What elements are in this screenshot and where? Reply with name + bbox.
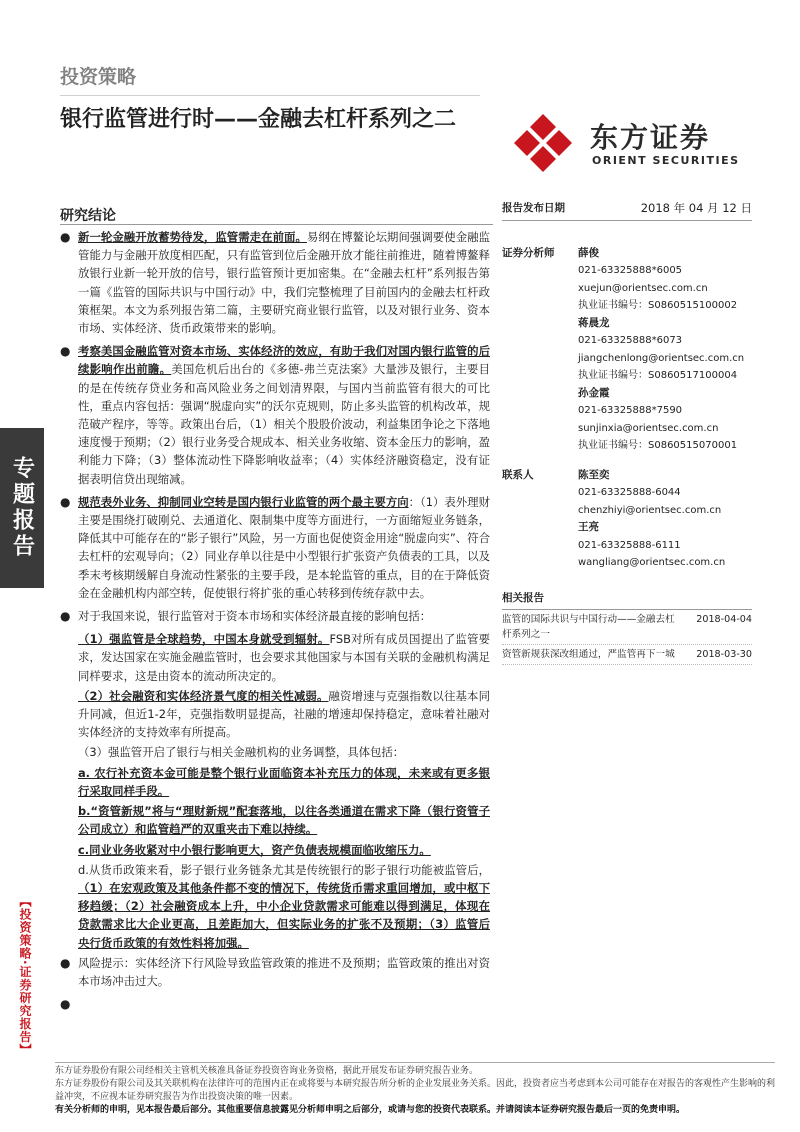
analyst-phone: 021-63325888*6073 [578, 335, 683, 346]
bullet-icon: ● [60, 997, 71, 1012]
analyst-email[interactable]: sunjinxia@orientsec.com.cn [578, 422, 719, 434]
analyst-cert: 执业证书编号：S0860517100004 [578, 370, 738, 381]
report-type-subtitle: 【投资策略·证券研究报告】 [18, 895, 32, 1057]
impact-lead: （1）强监管是全球趋势，中国本身就受到辐射。 [78, 632, 330, 647]
paragraph-lead: 规范表外业务、抑制同业空转是国内银行业监管的两个最主要方向 [78, 494, 409, 509]
publish-date-value: 2018 年 04 月 12 日 [640, 201, 752, 215]
paragraph-text: 美国危机后出台的《多德-弗兰克法案》大量涉及银行，主要目的是在传统存贷业务和高风险业务之间划清界限，与国内当前监管有很大的可比性，重点内容包括：强调“脱虚向实”的沃尔克规则，防止多头监管的机构改革，规范破产程序，等等。政策出台后，（1）相关个股股价波动，利益集团争论之下落地速度慢于预期；（2）银行业务受合规成本、相关业务收缩、资本金压力的影响，盈利能力下降；（3）整体流动性下降影响收益率；（4）实体经济融资稳定，没有证据表明信贷出现缩减。 [78, 362, 490, 486]
publish-date-label: 报告发布日期 [502, 202, 565, 214]
analyst-phone: 021-63325888*7590 [578, 405, 683, 416]
impact-item [60, 802, 490, 838]
impact-item [60, 861, 490, 952]
related-report-title: 监管的国际共识与中国行动——金融去杠杆系列之一 [502, 614, 675, 640]
contact-phone: 021-63325888-6044 [578, 487, 681, 498]
report-category: 投资策略 [60, 66, 137, 88]
conclusion-paragraph [60, 607, 490, 625]
paragraph-text: 易纲在博鳌论坛期间强调要使金融监管能力与金融开放度相匹配，只有监管到位后金融开放才能往前推进，随着博鳌释放银行业新一轮开放的信号，银行监管预计更加密集。在“金融去杠杆”系列报告第一篇《监管的国际共识与中国行动》中，我们完整梳理了目前国内的金融去杠杆政策框架。本文为系列报告第二篇，主要研究商业银行监管，以及对银行业务、资本市场、实体经济、货币政策带来的影响。 [78, 230, 490, 336]
analyst-name: 孙金霞 [578, 386, 610, 399]
bullet-icon: ● [60, 230, 71, 244]
contact-name: 陈至奕 [578, 468, 610, 481]
impact-text: 融资增速与克强指数以往基本同升同减，但近1-2年，克强指数明显提高，社融的增速却保持稳定，意味着社融对实体经济的支持效率有所提高。 [78, 688, 490, 740]
related-report-date: 2018-03-30 [696, 649, 752, 660]
conclusion-body [60, 228, 490, 1012]
bullet-icon: ● [60, 955, 71, 970]
impact-lead: b.“资管新规”将与“理财新规”配套落地，以往各类通道在需求下降（银行资管子公司成立）和监管趋严的双重夹击下难以持续。 [78, 804, 490, 837]
impact-item [60, 630, 490, 685]
disclaimer-footer [55, 1062, 775, 1117]
header-divider [60, 95, 480, 96]
report-title: 银行监管进行时——金融去杠杆系列之二 [60, 107, 457, 132]
paragraph-text: 对于我国来说，银行监管对于资本市场和实体经济最直接的影响包括： [78, 609, 432, 624]
paragraph-lead: 考察美国金融监管对资本市场、实体经济的效应，有助于我们对国内银行监管的后续影响作出前瞻。 [78, 344, 490, 377]
risk-text: 风险提示：实体经济下行风险导致监管政策的推进不及预期；监管政策的推出对资本市场冲击过大。 [78, 955, 490, 988]
analyst-list [578, 245, 752, 455]
analyst-cert: 执业证书编号：S0860515070001 [578, 440, 738, 451]
logo-chinese-name: 东方证券 [590, 121, 711, 154]
impact-lead: c.同业业务收紧对中小银行影响更大，资产负债表规模面临收缩压力。 [78, 842, 431, 857]
impact-item [60, 687, 490, 742]
related-report-item[interactable] [502, 610, 752, 645]
impact-lead: （1）在宏观政策及其他条件都不变的情况下，传统货币需求重回增加，或中枢下移趋缓；（2）社会融资成本上升，中小企业贷款需求可能难以得到满足，体现在贷款需求比大企业更高，且差距加大，但实际业务的扩张不及预期；（3）监管后央行货币政策的有效性料将加强。 [78, 880, 490, 950]
paragraph-lead: 新一轮金融开放蓄势待发，监管需走在前面。 [78, 230, 307, 244]
risk-paragraph [60, 954, 490, 990]
conclusion-paragraph [60, 342, 490, 488]
impact-text: FSB对所有成员国提出了监管要求，发达国家在实施金融监管时，也会要求其他国家与本国有关联的金融机构满足同样要求，这是由资本的流动所决定的。 [78, 632, 490, 683]
conclusion-paragraph [60, 493, 490, 602]
report-type-tag: 专题报告 [0, 428, 44, 588]
related-report-title: 资管新规获深改组通过，严监管再下一城 [502, 649, 675, 660]
contact-name: 王亮 [578, 521, 599, 533]
related-reports-heading: 相关报告 [502, 590, 752, 611]
impact-lead: a. 农行补充资本金可能是整个银行业面临资本补充压力的体现，未来或有更多银行采取同样手段。 [78, 765, 490, 798]
analyst-phone: 021-63325888*6005 [578, 265, 683, 276]
footer-line: 东方证券股份有限公司经相关主管机关核准具备证券投资咨询业务资格，据此开展发布证券研究报告业务。 [55, 1066, 479, 1076]
contact-list [578, 467, 752, 572]
bullet-icon: ● [60, 344, 71, 359]
related-report-item[interactable] [502, 645, 752, 665]
publish-date-row [502, 200, 752, 221]
impact-item [60, 743, 490, 761]
contact-label: 联系人 [502, 468, 534, 481]
conclusion-paragraph [60, 228, 490, 337]
contact-phone: 021-63325888-6111 [578, 539, 681, 551]
bullet-icon: ● [60, 494, 71, 509]
contact-email[interactable]: chenzhiyi@orientsec.com.cn [578, 504, 722, 516]
impact-item [60, 764, 490, 800]
analyst-label: 证券分析师 [502, 246, 555, 259]
impact-text: （3）强监管开启了银行与相关金融机构的业务调整，具体包括： [78, 745, 405, 760]
analyst-cert: 执业证书编号：S0860515100002 [578, 300, 738, 311]
bullet-icon: ● [60, 609, 71, 624]
report-info-column [502, 200, 752, 665]
contact-section [502, 467, 752, 572]
analyst-name: 薛俊 [578, 246, 599, 259]
section-divider [60, 224, 493, 225]
paragraph-text: ：（1）表外理财主要是围绕打破刚兑、去通道化、限制集中度等方面进行，一方面缩短业务链条，降低其中可能存在的“影子银行”风险，另一方面也促使资金用途“脱虚向实”、符合去杠杆的宏观导向；（2）同业存单以往是中小型银行扩张资产负债表的工具，以及季末考核期缓解自身流动性紧张的主要手段，是本轮监管的重点，目的在于降低资金在金融机构内部空转，促使银行将扩张的重心转移到传统存款中去。 [78, 494, 490, 600]
impact-item [60, 841, 490, 859]
company-logo [512, 112, 752, 174]
logo-english-name: ORIENT SECURITIES [592, 154, 740, 167]
impact-text: d.从货币政策来看，影子银行业务链条尤其是传统银行的影子银行功能被监管后， [78, 862, 490, 877]
analyst-section [502, 245, 752, 455]
impact-lead: （2）社会融资和实体经济景气度的相关性减弱。 [78, 688, 329, 703]
footer-line: 东方证券股份有限公司及其关联机构在法律许可的范围内正在或将要与本研究报告所分析的企业发展业务关系。因此，投资者应当考虑到本公司可能存在对报告的客观性产生影响的利益冲突，不应视本证券研究报告为作出投资决策的唯一因素。 [55, 1079, 776, 1102]
related-report-date: 2018-04-04 [696, 614, 752, 625]
analyst-name: 蒋晨龙 [578, 316, 610, 329]
logo-mark-icon [512, 112, 574, 174]
analyst-email[interactable]: xuejun@orientsec.com.cn [578, 282, 708, 294]
contact-email[interactable]: wangliang@orientsec.com.cn [578, 557, 726, 568]
analyst-email[interactable]: jiangchenlong@orientsec.com.cn [578, 352, 745, 364]
footer-line-bold: 有关分析师的申明，见本报告最后部分。其他重要信息披露见分析师申明之后部分，或请与您的投资代表联系。并请阅读本证券研究报告最后一页的免责申明。 [55, 1105, 686, 1115]
section-heading: 研究结论 [60, 208, 116, 224]
